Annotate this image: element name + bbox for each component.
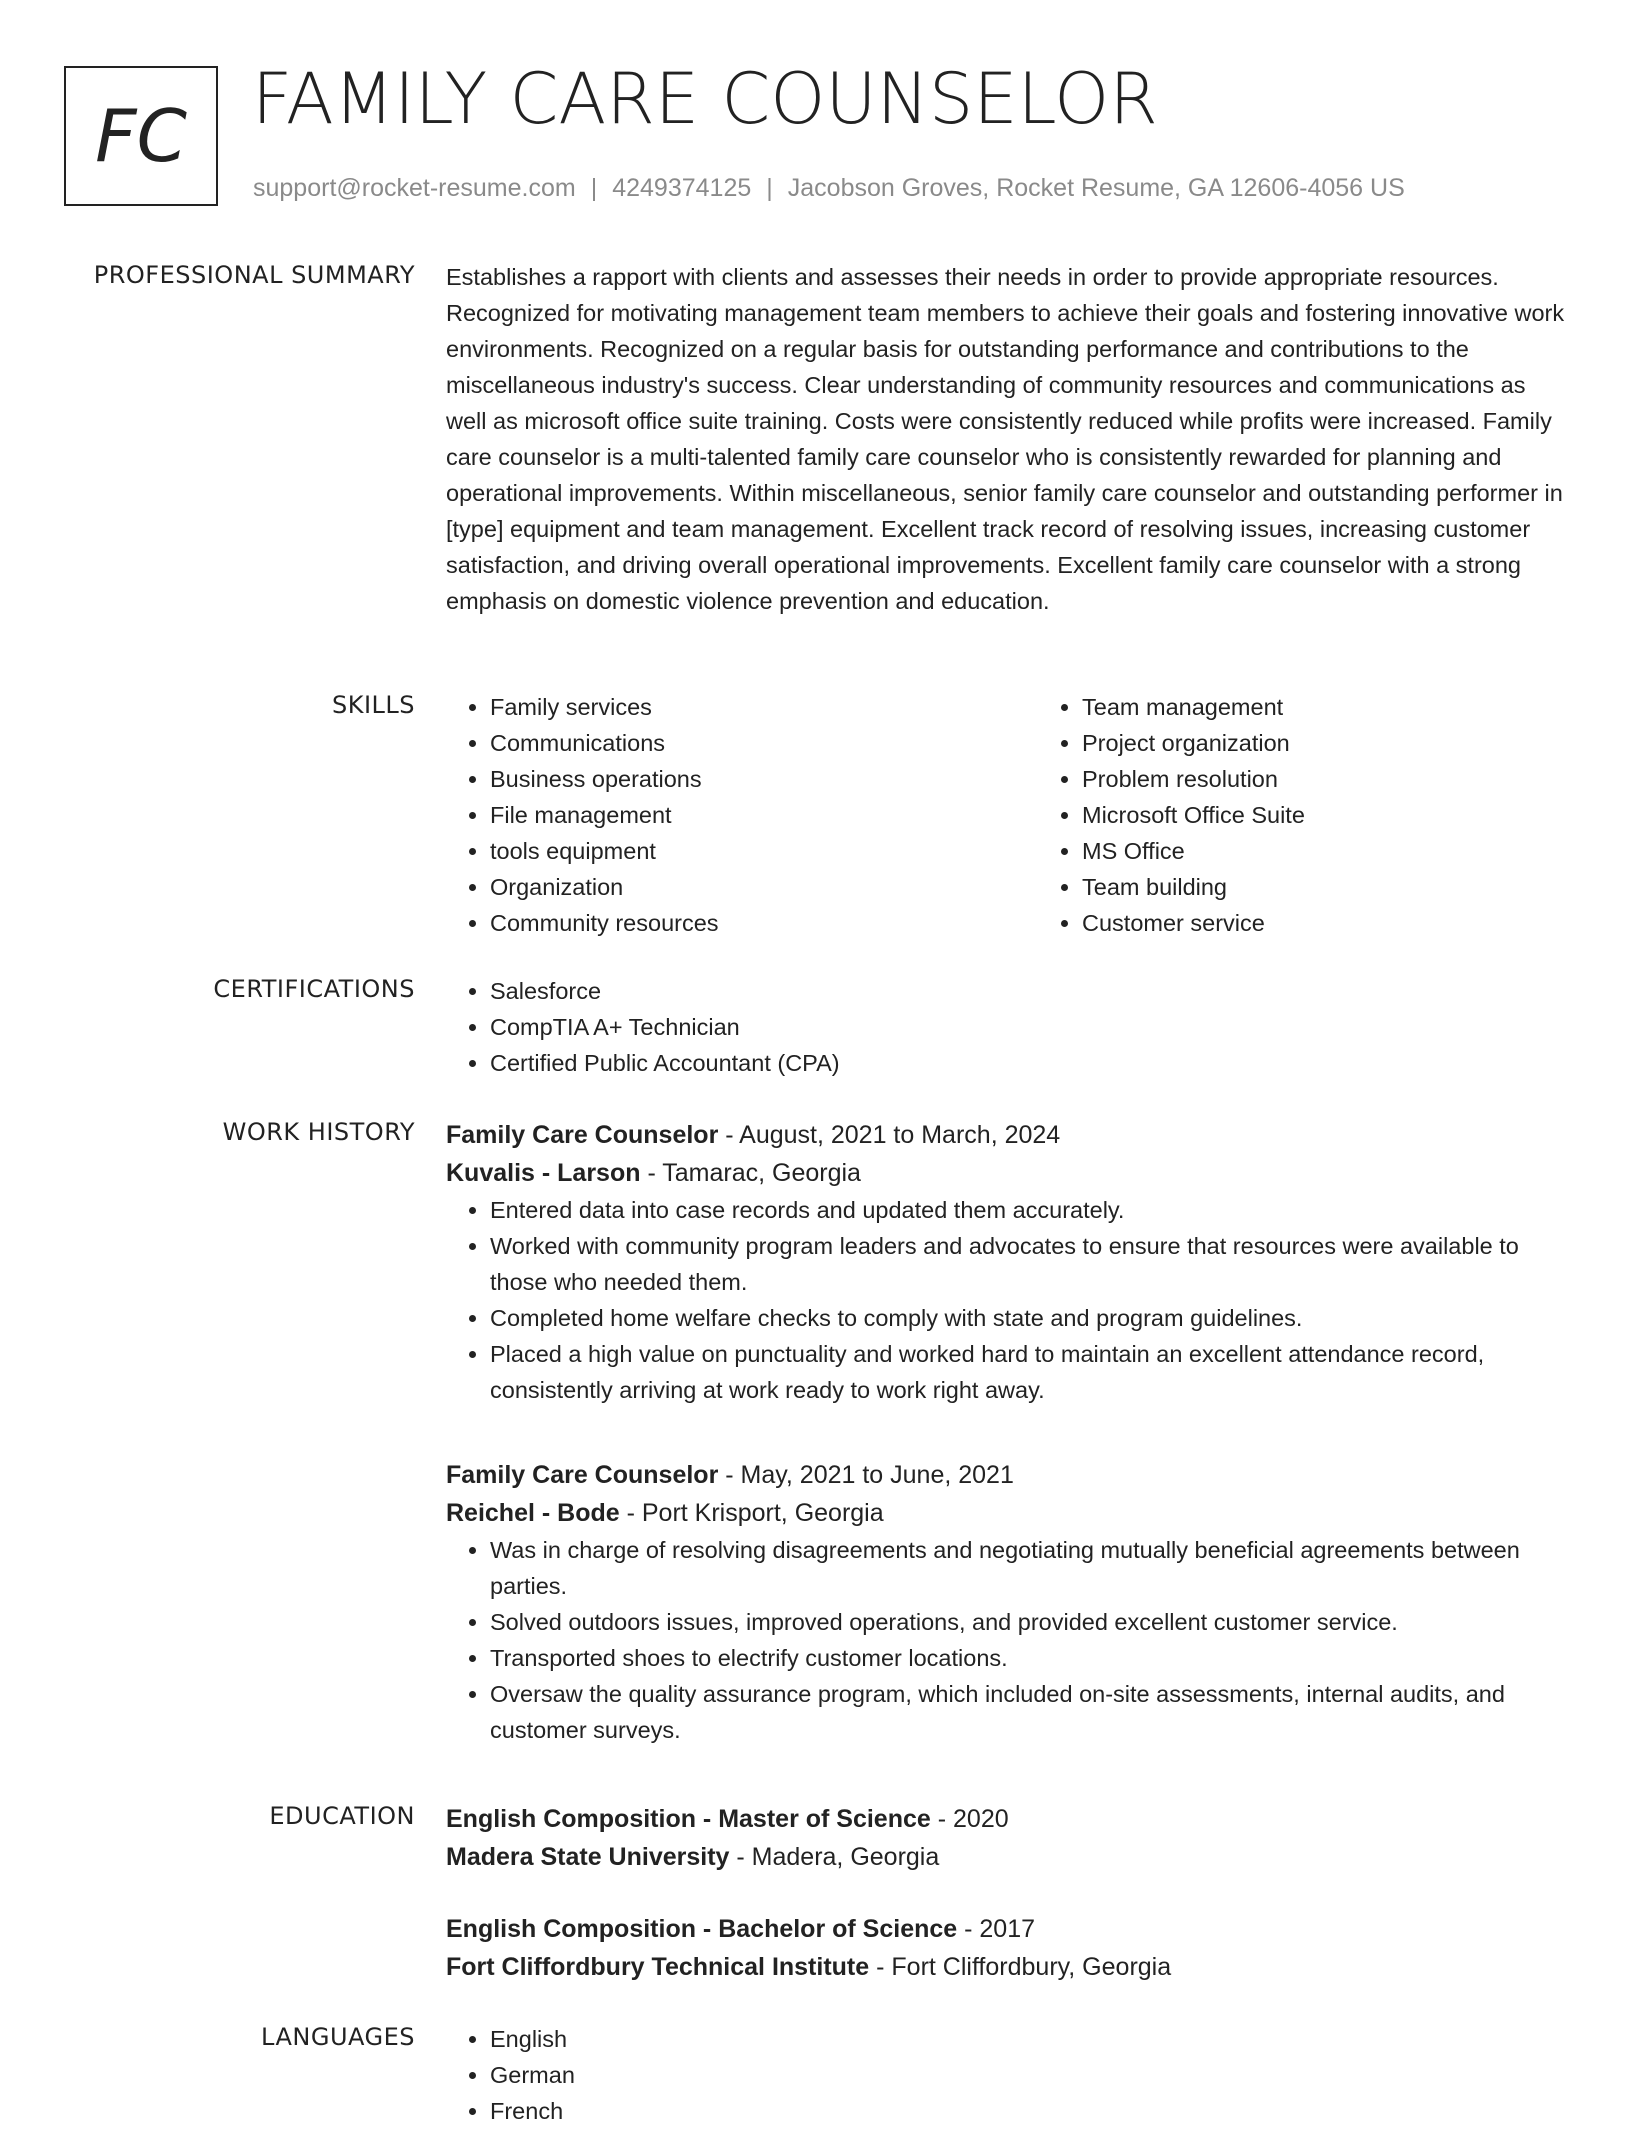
skill-item: • MS Office xyxy=(1082,833,1630,869)
languages-list xyxy=(446,2021,1566,2129)
job-company: Reichel - Bode xyxy=(446,1499,620,1527)
section-label-languages: LANGUAGES xyxy=(261,2023,415,2051)
education-entry xyxy=(446,1800,1566,1876)
job-title-line xyxy=(446,1116,1566,1154)
skill-item: • Business operations xyxy=(490,761,1038,797)
job-location: - Port Krisport, Georgia xyxy=(619,1499,884,1527)
job-company: Kuvalis - Larson xyxy=(446,1159,641,1187)
section-label-summary: PROFESSIONAL SUMMARY xyxy=(93,261,415,289)
job-duty-item: • Completed home welfare checks to comply with state and program guidelines. xyxy=(490,1300,1566,1336)
job-title: Family Care Counselor xyxy=(446,1121,719,1149)
job-duties-list xyxy=(446,1532,1566,1748)
education-year: - 2017 xyxy=(957,1915,1036,1943)
education-school: Fort Cliffordbury Technical Institute xyxy=(446,1953,870,1981)
job-dates: - May, 2021 to June, 2021 xyxy=(718,1461,1014,1489)
resume-name: FAMILY CARE COUNSELOR xyxy=(252,58,1158,140)
job-duty-item: • Worked with community program leaders and advocates to ensure that resources were available to those who needed them. xyxy=(490,1228,1566,1300)
skill-item: • Community resources xyxy=(490,905,1038,941)
education-school-line xyxy=(446,1948,1566,1986)
section-label-skills: SKILLS xyxy=(331,691,415,719)
skill-item: • Communications xyxy=(490,725,1038,761)
job-duty-item: • Oversaw the quality assurance program, which included on-site assessments, internal audits, and customer surveys. xyxy=(490,1676,1566,1748)
skills-list-left xyxy=(446,689,1038,941)
job-duty-item: • Entered data into case records and updated them accurately. xyxy=(490,1192,1566,1228)
contact-separator: | xyxy=(766,174,773,202)
education-year: - 2020 xyxy=(930,1805,1009,1833)
section-label-work-history: WORK HISTORY xyxy=(222,1118,415,1146)
education-degree: English Composition - Master of Science xyxy=(446,1805,931,1833)
job-entry xyxy=(446,1116,1566,1408)
skill-item: • Project organization xyxy=(1082,725,1630,761)
certification-item: • Certified Public Accountant (CPA) xyxy=(490,1045,1566,1081)
certifications-body xyxy=(446,973,1566,1081)
contact-line xyxy=(253,174,1405,203)
education-school: Madera State University xyxy=(446,1843,730,1871)
certification-item: • CompTIA A+ Technician xyxy=(490,1009,1566,1045)
summary-text: Establishes a rapport with clients and assesses their needs in order to provide appropriate resources. Recognized for motivating management team members to achieve their goals and fostering innovative work environments. Recognized on a regular basis for outstanding performance and contributions to the miscellaneous industry's success. Clear understanding of community resources and communications as well as microsoft office suite training. Costs were consistently reduced while profits were increased. Family care counselor is a multi-talented family care counselor who is consistently rewarded for planning and operational improvements. Within miscellaneous, senior family care counselor and outstanding performer in [type] equipment and team management. Excellent track record of resolving issues, increasing customer satisfaction, and driving overall operational improvements. Excellent family care counselor with a strong emphasis on domestic violence prevention and education. xyxy=(446,264,1565,614)
skill-item: • Team building xyxy=(1082,869,1630,905)
section-label-education: EDUCATION xyxy=(269,1802,415,1830)
skill-item: • File management xyxy=(490,797,1038,833)
education-degree: English Composition - Bachelor of Science xyxy=(446,1915,958,1943)
education-location: - Madera, Georgia xyxy=(729,1843,940,1871)
language-item: • French xyxy=(490,2093,1566,2129)
job-duties-list xyxy=(446,1192,1566,1408)
section-label-certifications: CERTIFICATIONS xyxy=(213,975,415,1003)
monogram-logo: FC xyxy=(64,66,218,206)
job-entry xyxy=(446,1456,1566,1748)
job-duty-item: • Placed a high value on punctuality and worked hard to maintain an excellent attendance record, consistently arriving at work ready to work right away. xyxy=(490,1336,1566,1408)
job-dates: - August, 2021 to March, 2024 xyxy=(718,1121,1061,1149)
education-degree-line xyxy=(446,1910,1566,1948)
skill-item: • tools equipment xyxy=(490,833,1038,869)
job-duty-item: • Transported shoes to electrify customer locations. xyxy=(490,1640,1566,1676)
language-item: • English xyxy=(490,2021,1566,2057)
job-duty-item: • Was in charge of resolving disagreements and negotiating mutually beneficial agreements between parties. xyxy=(490,1532,1566,1604)
contact-email[interactable]: support@rocket-resume.com xyxy=(253,174,576,202)
contact-address: Jacobson Groves, Rocket Resume, GA 12606-4056 US xyxy=(787,174,1405,202)
education-degree-line xyxy=(446,1800,1566,1838)
job-company-line xyxy=(446,1494,1566,1532)
certification-item: • Salesforce xyxy=(490,973,1566,1009)
skill-item: • Customer service xyxy=(1082,905,1630,941)
skill-item: • Team management xyxy=(1082,689,1630,725)
skill-item: • Problem resolution xyxy=(1082,761,1630,797)
job-duty-item: • Solved outdoors issues, improved operations, and provided excellent customer service. xyxy=(490,1604,1566,1640)
job-location: - Tamarac, Georgia xyxy=(640,1159,861,1187)
skills-body xyxy=(446,689,1566,941)
language-item: • German xyxy=(490,2057,1566,2093)
skill-item: • Family services xyxy=(490,689,1038,725)
education-school-line xyxy=(446,1838,1566,1876)
languages-body xyxy=(446,2021,1566,2129)
contact-phone[interactable]: 4249374125 xyxy=(612,174,752,202)
education-location: - Fort Cliffordbury, Georgia xyxy=(869,1953,1172,1981)
job-title: Family Care Counselor xyxy=(446,1461,719,1489)
job-company-line xyxy=(446,1154,1566,1192)
skills-list-right xyxy=(1038,689,1630,941)
certifications-list xyxy=(446,973,1566,1081)
summary-body xyxy=(446,259,1566,619)
skill-item: • Microsoft Office Suite xyxy=(1082,797,1630,833)
skill-item: • Organization xyxy=(490,869,1038,905)
education-entry xyxy=(446,1910,1566,1986)
contact-separator: | xyxy=(590,174,598,202)
job-title-line xyxy=(446,1456,1566,1494)
